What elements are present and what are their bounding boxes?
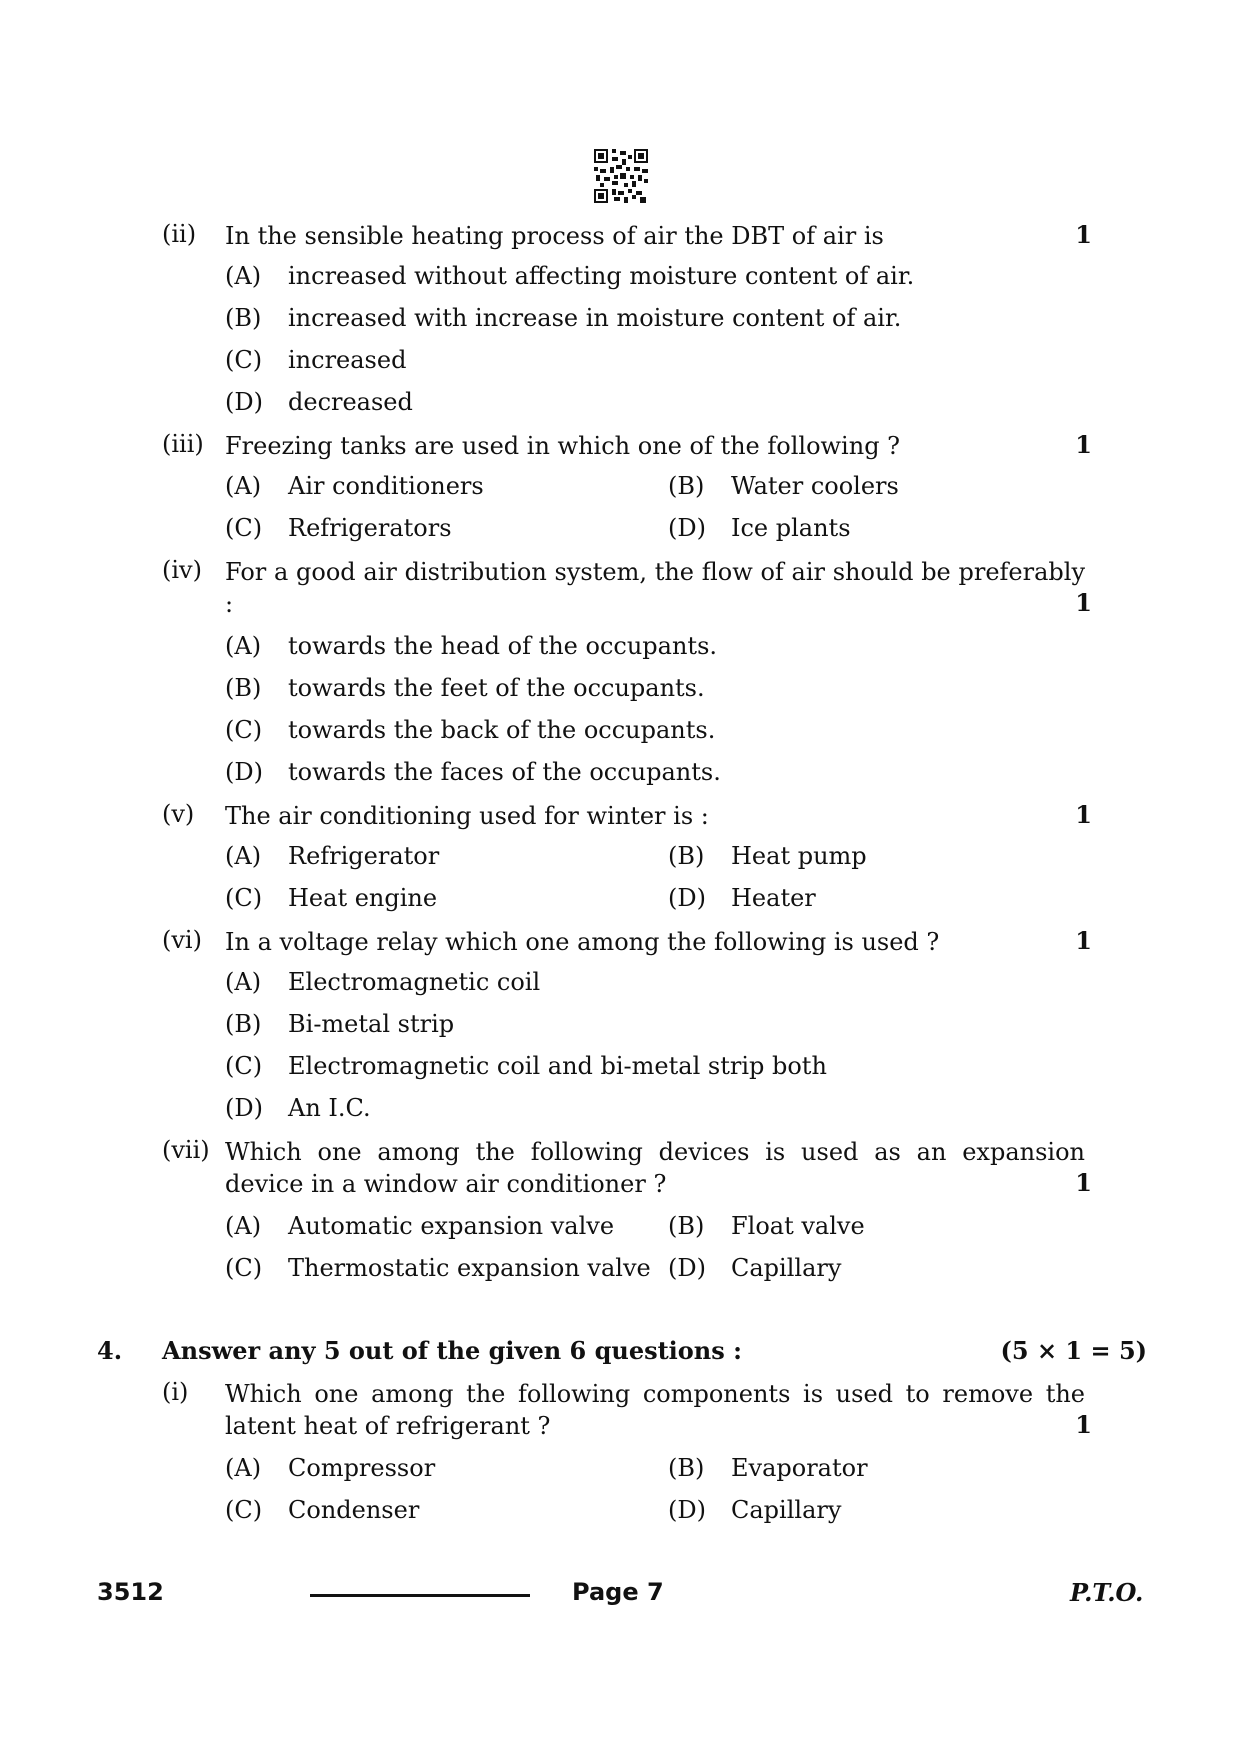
option-text: increased with increase in moisture content of air. <box>288 304 902 332</box>
option-text: Air conditioners <box>288 472 484 500</box>
option-label: (D) <box>668 1496 706 1524</box>
question-text: In the sensible heating process of air the DBT of air is <box>225 222 884 250</box>
option-text: Float valve <box>731 1212 865 1240</box>
option-text: increased without affecting moisture content of air. <box>288 262 915 290</box>
option-text: Capillary <box>731 1496 842 1524</box>
option-text: Evaporator <box>731 1454 868 1482</box>
please-turn-over: P.T.O. <box>1070 1578 1144 1607</box>
question-marks: 1 <box>1075 220 1092 249</box>
option-text: increased <box>288 346 407 374</box>
option-text: towards the head of the occupants. <box>288 632 718 660</box>
option-text: Refrigerator <box>288 842 440 870</box>
page-number: Page 7 <box>572 1578 664 1606</box>
option-label: (B) <box>225 304 262 332</box>
option-text: Electromagnetic coil <box>288 968 541 996</box>
option-text: Refrigerators <box>288 514 452 542</box>
option-label: (D) <box>225 758 263 786</box>
option-text: decreased <box>288 388 413 416</box>
option-text: towards the feet of the occupants. <box>288 674 705 702</box>
option-label: (C) <box>225 716 263 744</box>
option-label: (B) <box>668 842 705 870</box>
option-text: towards the back of the occupants. <box>288 716 716 744</box>
question-number: (v) <box>162 800 195 828</box>
question-marks: 1 <box>1075 800 1092 829</box>
option-label: (D) <box>668 1254 706 1282</box>
question-marks: 1 <box>1075 430 1092 459</box>
option-label: (B) <box>668 1454 705 1482</box>
option-label: (C) <box>225 1496 263 1524</box>
option-label: (A) <box>225 1212 262 1240</box>
option-text: Capillary <box>731 1254 842 1282</box>
question-marks: 1 <box>1075 1410 1092 1439</box>
option-text: Heater <box>731 884 816 912</box>
question-marks: 1 <box>1075 1168 1092 1197</box>
option-text: Bi-metal strip <box>288 1010 455 1038</box>
section-marks: (5 × 1 = 5) <box>1000 1336 1147 1365</box>
question-number: (i) <box>162 1378 189 1406</box>
question-text: Which one among the following devices is used as an expansion device in a window air conditioner ? <box>225 1138 1085 1198</box>
question-number: (vii) <box>162 1136 210 1164</box>
option-label: (B) <box>668 1212 705 1240</box>
question-number: (iii) <box>162 430 204 458</box>
option-text: Water coolers <box>731 472 899 500</box>
question-text: For a good air distribution system, the flow of air should be preferably : <box>225 558 1085 618</box>
option-text: Heat pump <box>731 842 867 870</box>
option-text: Compressor <box>288 1454 436 1482</box>
option-label: (A) <box>225 842 262 870</box>
option-label: (B) <box>225 674 262 702</box>
qr-code <box>594 149 648 203</box>
option-text: An I.C. <box>288 1094 371 1122</box>
option-label: (C) <box>225 1254 263 1282</box>
option-label: (C) <box>225 1052 263 1080</box>
question-number: (vi) <box>162 926 202 954</box>
option-label: (A) <box>225 472 262 500</box>
paper-code: 3512 <box>97 1578 164 1606</box>
option-label: (D) <box>668 884 706 912</box>
question-marks: 1 <box>1075 588 1092 617</box>
option-text: Thermostatic expansion valve <box>288 1254 651 1282</box>
option-label: (C) <box>225 346 263 374</box>
question-marks: 1 <box>1075 926 1092 955</box>
option-label: (A) <box>225 968 262 996</box>
question-text: In a voltage relay which one among the following is used ? <box>225 928 940 956</box>
option-label: (D) <box>225 1094 263 1122</box>
option-label: (C) <box>225 884 263 912</box>
option-label: (B) <box>668 472 705 500</box>
option-text: Ice plants <box>731 514 851 542</box>
option-label: (A) <box>225 1454 262 1482</box>
option-text: Electromagnetic coil and bi-metal strip both <box>288 1052 827 1080</box>
option-label: (B) <box>225 1010 262 1038</box>
option-label: (D) <box>225 388 263 416</box>
section-title: Answer any 5 out of the given 6 questions : <box>162 1336 742 1365</box>
question-text: The air conditioning used for winter is : <box>225 802 709 830</box>
option-text: Heat engine <box>288 884 438 912</box>
option-label: (A) <box>225 632 262 660</box>
section-number: 4. <box>97 1336 123 1365</box>
question-text: Which one among the following components is used to remove the latent heat of refrigerant ? <box>225 1380 1085 1440</box>
option-text: Condenser <box>288 1496 420 1524</box>
footer-divider <box>310 1594 530 1597</box>
option-text: towards the faces of the occupants. <box>288 758 721 786</box>
option-label: (C) <box>225 514 263 542</box>
option-label: (D) <box>668 514 706 542</box>
question-text: Freezing tanks are used in which one of the following ? <box>225 432 901 460</box>
question-number: (iv) <box>162 556 202 584</box>
option-label: (A) <box>225 262 262 290</box>
question-number: (ii) <box>162 220 197 248</box>
option-text: Automatic expansion valve <box>288 1212 615 1240</box>
